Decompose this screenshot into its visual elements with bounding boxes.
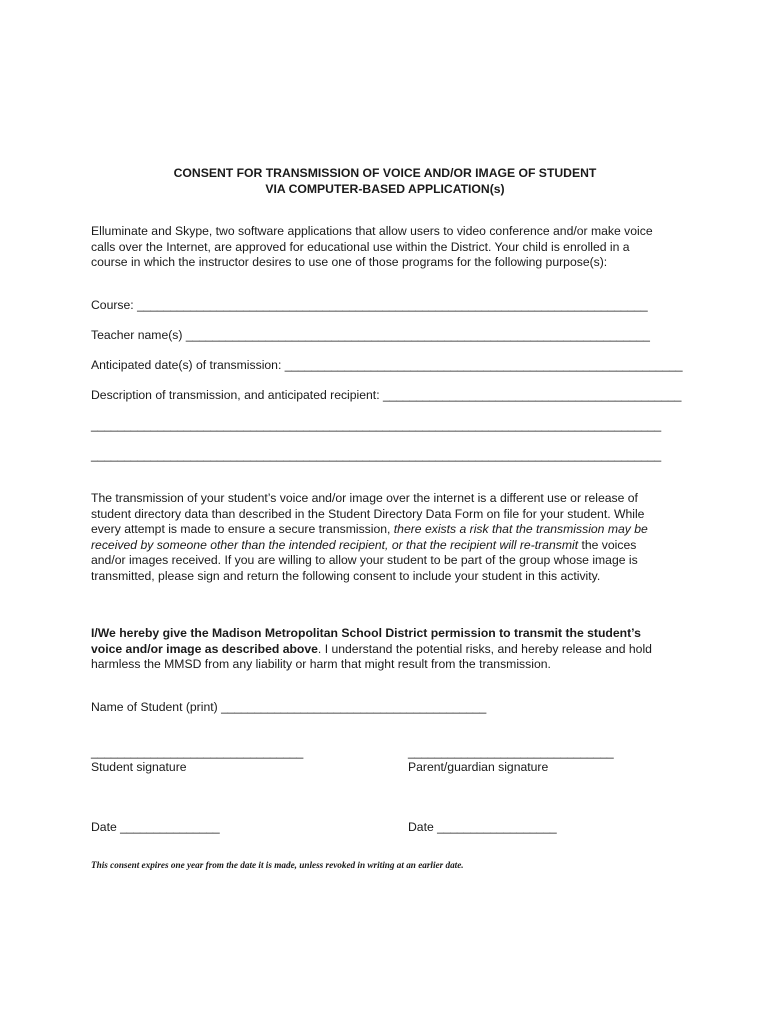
student-name-label: Name of Student (print) xyxy=(91,700,218,714)
parent-date-field[interactable] xyxy=(408,820,556,834)
course-label: Course: xyxy=(91,298,134,312)
consent-line-2-bold: voice and/or image as described above xyxy=(91,641,318,656)
notice-line-4 xyxy=(91,538,681,554)
description-blank[interactable]: _____________________________________________ xyxy=(382,388,682,402)
notice-line-1: The transmission of your student’s voice and/or image over the internet is a different use or release of xyxy=(91,491,638,505)
expiration-footnote: This consent expires one year from the date it is made, unless revoked in writing at an earlier date. xyxy=(91,860,464,870)
description-field[interactable] xyxy=(91,388,681,402)
title-line-1: CONSENT FOR TRANSMISSION OF VOICE AND/OR IMAGE OF STUDENT xyxy=(173,166,597,180)
intro-line-2: calls over the Internet, are approved for educational use within the District. Your child is enrolled in a xyxy=(91,239,630,254)
notice-line-3-text: every attempt is made to ensure a secure transmission, xyxy=(91,522,394,536)
consent-line-2 xyxy=(91,642,681,658)
intro-line-1: Elluminate and Skype, two software applications that allow users to video conference and/or make voice xyxy=(91,224,653,238)
description-label: Description of transmission, and anticipated recipient: xyxy=(91,388,380,402)
notice-line-5: and/or images received. If you are willing to allow your student to be part of the group whose image is xyxy=(91,553,638,567)
description-blank-line-2[interactable]: ______________________________________________________________________________________ xyxy=(91,448,662,462)
parent-signature-label: Parent/guardian signature xyxy=(408,760,549,774)
student-signature-line[interactable]: ________________________________ xyxy=(91,745,304,759)
transmission-dates-field[interactable] xyxy=(91,358,682,372)
intro-paragraph xyxy=(91,224,681,271)
consent-line-1 xyxy=(91,626,681,642)
title-line-2: VIA COMPUTER-BASED APPLICATION(s) xyxy=(265,182,505,196)
transmission-dates-label: Anticipated date(s) of transmission: xyxy=(91,358,282,372)
notice-risk-text-cont: received by someone other than the intended recipient, or that the recipient will re-transmit xyxy=(91,537,579,552)
intro-line-3: course in which the instructor desires to use one of those programs for the following purpose(s): xyxy=(91,255,608,269)
consent-statement xyxy=(91,626,681,673)
parent-date-label: Date xyxy=(408,820,434,834)
teacher-name-blank[interactable]: ______________________________________________________________________ xyxy=(185,328,650,342)
risk-notice-paragraph xyxy=(91,491,681,584)
teacher-name-field[interactable] xyxy=(91,328,650,342)
parent-signature-line[interactable]: _______________________________ xyxy=(408,745,614,759)
notice-line-6: transmitted, please sign and return the following consent to include your student in this activity. xyxy=(91,568,601,583)
description-blank-line-1[interactable]: ______________________________________________________________________________________ xyxy=(91,418,662,432)
teacher-name-label: Teacher name(s) xyxy=(91,328,183,342)
student-name-field[interactable] xyxy=(91,700,486,714)
course-field[interactable] xyxy=(91,298,647,312)
transmission-dates-blank[interactable]: ____________________________________________________________ xyxy=(284,358,683,372)
notice-line-2: student directory data than described in the Student Directory Data Form on file for your student. While xyxy=(91,506,645,521)
notice-line-4-text: the voices xyxy=(578,537,637,552)
course-blank[interactable]: _____________________________________________________________________________ xyxy=(137,298,648,312)
notice-risk-text: there exists a risk that the transmission may be xyxy=(393,522,648,536)
consent-line-1-bold: I/We hereby give the Madison Metropolitan School District permission to transmit the student’s xyxy=(91,626,641,640)
student-signature-label: Student signature xyxy=(91,760,187,774)
student-date-blank[interactable]: _______________ xyxy=(120,820,220,834)
student-date-label: Date xyxy=(91,820,117,834)
form-title xyxy=(90,165,680,197)
consent-line-3: harmless the MMSD from any liability or harm that might result from the transmission. xyxy=(91,657,551,671)
parent-date-blank[interactable]: __________________ xyxy=(437,820,557,834)
student-name-blank[interactable]: ________________________________________ xyxy=(221,700,487,714)
consent-line-2-text: . I understand the potential risks, and hereby release and hold xyxy=(317,641,652,656)
notice-line-3 xyxy=(91,522,681,538)
student-date-field[interactable] xyxy=(91,820,220,834)
